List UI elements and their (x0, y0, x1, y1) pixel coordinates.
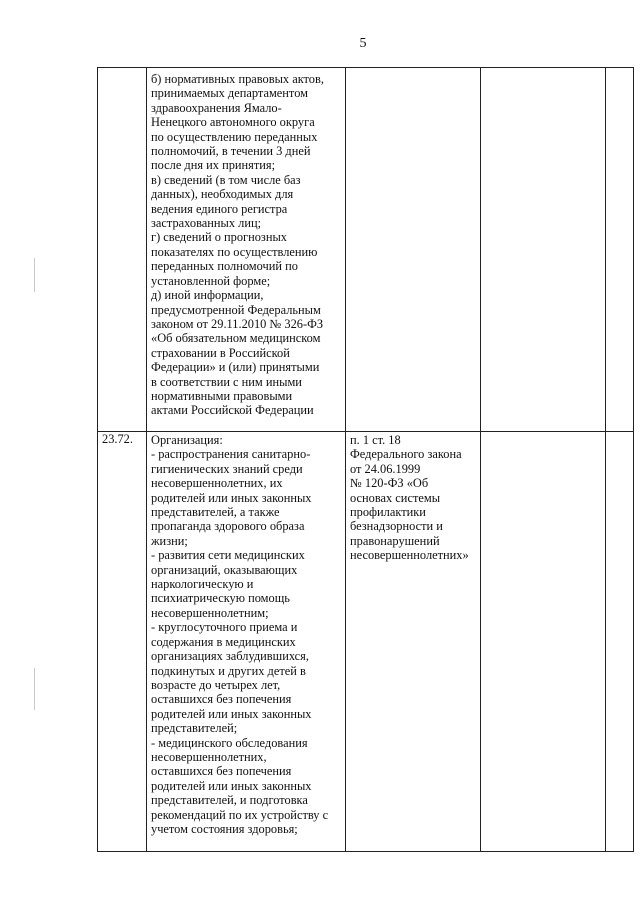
row-content-cell (147, 432, 346, 852)
row-number-cell: 23.72. (98, 432, 147, 852)
row-empty-cell (481, 432, 606, 852)
content-line: г) сведений о прогнозных (151, 230, 287, 245)
table-row (98, 68, 634, 432)
content-line: возрасте до четырех лет, (151, 677, 281, 692)
content-line: организациях заблудившихся, (151, 649, 309, 664)
content-line: нормативными правовыми (151, 388, 293, 403)
content-line: законом от 29.11.2010 № 326-ФЗ (151, 316, 324, 331)
content-line: «Об обязательном медицинском (151, 331, 321, 346)
content-line: Организация: (151, 433, 223, 447)
content-line: организаций, оказывающих (151, 562, 298, 577)
row-content-cell (147, 68, 346, 432)
content-line: Федерации» и (или) принятыми (151, 360, 320, 375)
content-line: представителей, а также (151, 505, 280, 520)
content-line: родителей или иных законных (151, 778, 312, 793)
content-line: психиатрическую помощь (151, 591, 290, 606)
content-line: учетом состояния здоровья; (151, 821, 298, 836)
content-line: б) нормативных правовых актов, (151, 72, 324, 86)
content-line: несовершеннолетним; (151, 605, 269, 620)
content-line: здравоохранения Ямало- (151, 100, 282, 115)
content-line: подкинутых и других детей в (151, 663, 306, 678)
content-line: данных), необходимых для (151, 187, 294, 202)
basis-line: безнадзорности и (350, 519, 443, 534)
basis-line: правонарушений (350, 533, 440, 548)
row-empty-cell (606, 68, 634, 432)
content-line: рекомендаций по их устройству с (151, 807, 329, 822)
basis-line: основах системы (350, 490, 441, 505)
content-line: - распространения санитарно- (151, 447, 311, 462)
content-line: предусмотренной Федеральным (151, 302, 321, 317)
basis-line: № 120-ФЗ «Об (350, 476, 429, 491)
content-line: в) сведений (в том числе баз (151, 172, 301, 187)
row-empty-cell (481, 68, 606, 432)
basis-line: несовершеннолетних» (350, 548, 469, 563)
content-line: гигиенических знаний среди (151, 461, 303, 476)
scan-margin-mark (34, 668, 35, 710)
content-line: ведения единого регистра (151, 201, 288, 216)
content-line: родителей или иных законных (151, 706, 312, 721)
content-line: Ненецкого автономного округа (151, 115, 315, 130)
content-line: полномочий, в течении 3 дней (151, 144, 311, 159)
content-line: несовершеннолетних, (151, 749, 267, 764)
row-basis-cell (346, 432, 481, 852)
content-line: актами Российской Федерации (151, 403, 314, 418)
content-line: застрахованных лиц; (151, 216, 262, 231)
basis-line: Федерального закона (350, 447, 462, 462)
content-line: после дня их принятия; (151, 158, 276, 173)
content-line: установленной форме; (151, 273, 271, 288)
content-line: показателях по осуществлению (151, 244, 318, 259)
content-line: переданных полномочий по (151, 259, 298, 274)
content-line: представителей; (151, 721, 238, 736)
content-line: по осуществлению переданных (151, 129, 318, 144)
content-line: страховании в Российской (151, 345, 290, 360)
scan-margin-mark (34, 258, 35, 292)
table-row (98, 432, 634, 852)
content-line: представителей, и подготовка (151, 793, 308, 808)
content-line: содержания в медицинских (151, 634, 296, 649)
content-line: принимаемых департаментом (151, 86, 308, 101)
content-line: - развития сети медицинских (151, 548, 305, 563)
content-line: - круглосуточного приема и (151, 620, 298, 635)
row-basis-cell (346, 68, 481, 432)
row-number-cell (98, 68, 147, 432)
page-number: 5 (359, 36, 367, 51)
content-line: оставшихся без попечения (151, 764, 292, 779)
powers-table (97, 67, 634, 852)
row-empty-cell (606, 432, 634, 852)
content-line: - медицинского обследования (151, 735, 308, 750)
content-line: д) иной информации, (151, 288, 264, 303)
basis-line: профилактики (350, 505, 426, 520)
content-line: в соответствии с ним иными (151, 374, 302, 389)
content-line: несовершеннолетних, их (151, 476, 283, 491)
content-line: жизни; (151, 533, 188, 548)
basis-line: п. 1 ст. 18 (350, 433, 401, 447)
basis-line: от 24.06.1999 (350, 461, 421, 476)
content-line: оставшихся без попечения (151, 692, 292, 707)
content-line: родителей или иных законных (151, 490, 312, 505)
content-line: пропаганда здорового образа (151, 519, 305, 534)
content-line: наркологическую и (151, 577, 254, 592)
